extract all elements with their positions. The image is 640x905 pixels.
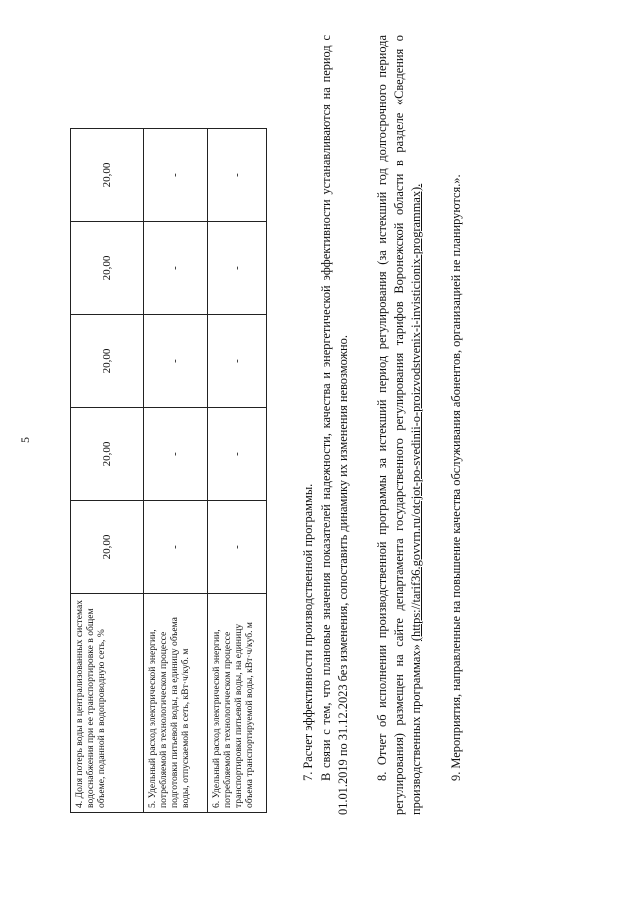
- section8-text: 8. Отчет об исполнении производственной программы за истекший период регулирования (за истекший год долгосрочного периода регулирования) размещен на сайте департамента государственного регулирования тарифов Воронежской области в разделе «Сведения о производственных программах»: [375, 35, 423, 815]
- row-value: 20,00: [71, 501, 144, 594]
- section8-paragraph: [374, 35, 425, 815]
- row-value: 20,00: [71, 222, 144, 315]
- row-value: -: [144, 501, 208, 594]
- row-value: 20,00: [71, 408, 144, 501]
- row-value: -: [208, 129, 267, 222]
- row-value: -: [144, 222, 208, 315]
- row-value: -: [144, 129, 208, 222]
- row-value: 20,00: [71, 315, 144, 408]
- table-row: [208, 129, 267, 813]
- row-value: -: [208, 408, 267, 501]
- section7-heading: 7. Расчет эффективности производственной программы.: [301, 483, 315, 781]
- tarif-site-link[interactable]: (https://tarif36.govvrn.ru/otcjot-po-svedinii-o-proizvodstvenix-i-invisticionix-programmax).: [409, 183, 423, 642]
- section9-paragraph: 9. Мероприятия, направленные на повышение качества обслуживания абонентов, организацией не планируются.».: [449, 174, 463, 781]
- row-value: -: [208, 501, 267, 594]
- section7-paragraph: В связи с тем, что плановые значения показателей надежности, качества и энергетической эффективности устанавливаются на период с 01.01.2019 по 31.12.2023 без изменения, сопоставить динамику их изменения невозможно.: [319, 35, 350, 815]
- row-label: 6. Удельный расход электрической энергии, потребляемой в технологическом процессе транспортировки питьевой воды, на единицу объема транспортируемой воды, кВт·ч/куб. м: [208, 594, 267, 813]
- row-value: 20,00: [71, 129, 144, 222]
- row-value: -: [208, 222, 267, 315]
- row-value: -: [208, 315, 267, 408]
- table-row: [71, 129, 144, 813]
- row-label: 5. Удельный расход электрической энергии, потребляемой в технологическом процессе подготовки питьевой воды, на единицу объема воды, отпускаемой в сеть, кВт·ч/куб. м: [144, 594, 208, 813]
- row-value: -: [144, 408, 208, 501]
- row-label: 4. Доля потерь воды в централизованных системах водоснабжения при ее транспортировке в общем объеме, поданной в водопроводную сеть, %: [71, 594, 144, 813]
- page-number: 5: [18, 437, 32, 443]
- table-row: [144, 129, 208, 813]
- indicators-table: [70, 128, 267, 813]
- row-value: -: [144, 315, 208, 408]
